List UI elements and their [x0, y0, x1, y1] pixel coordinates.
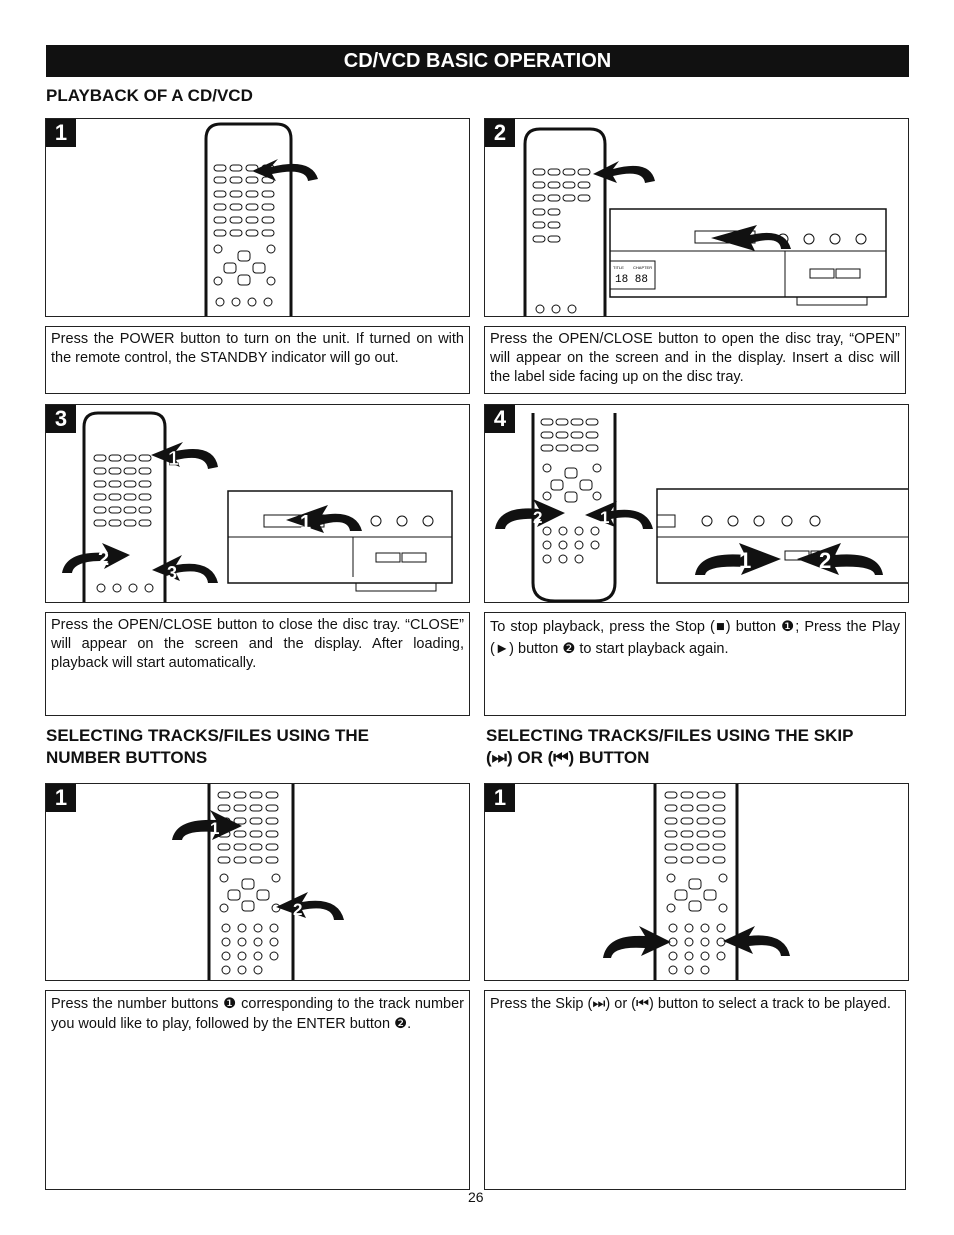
- step-description: Press the OPEN/CLOSE button to open the disc tray, “OPEN” will appear on the screen and in the display. Insert a disc will the label side facing up on the disc tray.: [484, 326, 906, 394]
- step-description: Press the Skip (⏭) or (⏮) button to select a track to be played.: [484, 990, 906, 1190]
- step-number: 1: [46, 119, 76, 147]
- figure-open-tray: [484, 118, 909, 317]
- display-title-label: TITLE: [613, 265, 624, 270]
- remote-illustration: [46, 784, 470, 981]
- arrow-icon: [585, 501, 653, 529]
- arrow-icon: [593, 161, 655, 183]
- remote-buttons: [94, 455, 153, 592]
- figure-close-tray: [45, 404, 470, 603]
- callout-number: 1: [210, 819, 220, 838]
- callout-number: 2: [533, 508, 543, 527]
- heading-playback: PLAYBACK OF A CD/VCD: [46, 86, 253, 105]
- remote-illustration: [485, 784, 909, 981]
- step-description: Press the POWER button to turn on the unit. If turned on with the remote control, the STANDBY indicator will go out.: [45, 326, 470, 394]
- heading-line: (⏭) OR (⏮) BUTTON: [486, 748, 650, 767]
- figure-skip-buttons: [484, 783, 909, 981]
- arrow-icon: [276, 892, 344, 920]
- remote-buttons: [541, 419, 601, 563]
- callout-number: 1: [300, 512, 312, 534]
- figure-number-buttons: [45, 783, 470, 981]
- callout-number: 2: [98, 548, 110, 570]
- figure-power: [45, 118, 470, 317]
- remote-buttons: [214, 165, 275, 306]
- remote-buttons: [665, 792, 727, 974]
- remote-illustration: [46, 119, 470, 317]
- step-number: 4: [485, 405, 515, 433]
- display-chapter-label: CHAPTER: [633, 265, 653, 270]
- callout-number: 2: [293, 900, 303, 919]
- step-number: 2: [485, 119, 515, 147]
- remote-buttons: [533, 169, 590, 313]
- callout-number: 2: [819, 548, 832, 573]
- arrow-icon: [723, 926, 790, 956]
- page-number: 26: [468, 1189, 484, 1205]
- arrow-icon: [252, 159, 318, 181]
- step-description: Press the OPEN/CLOSE button to close the disc tray. “CLOSE” will appear on the screen and the display. After loading, playback will start automatically.: [45, 612, 470, 716]
- step-number: 1: [46, 784, 76, 812]
- display-digits: 18 88: [615, 274, 649, 286]
- heading-line: SELECTING TRACKS/FILES USING THE SKIP: [486, 726, 854, 745]
- callout-number: 1: [168, 448, 180, 470]
- callout-number: 3: [167, 563, 178, 583]
- heading-line: SELECTING TRACKS/FILES USING THE: [46, 726, 370, 745]
- player-illustration: [485, 119, 909, 317]
- section-banner: CD/VCD BASIC OPERATION: [46, 45, 909, 77]
- arrow-icon: [151, 442, 218, 469]
- step-description: To stop playback, press the Stop (■) button ❶; Press the Play (►) button ❷ to start playback again.: [484, 612, 906, 716]
- callout-number: 1: [600, 508, 610, 527]
- arrow-icon: [62, 543, 130, 573]
- player-illustration: [485, 405, 909, 603]
- player-illustration: [46, 405, 470, 603]
- step-description: Press the number buttons ❶ corresponding to the track number you would like to play, followed by the ENTER button ❷.: [45, 990, 470, 1190]
- heading-line: NUMBER BUTTONS: [46, 748, 208, 767]
- arrow-icon: [172, 810, 242, 840]
- callout-number: 1: [739, 548, 752, 573]
- step-number: 3: [46, 405, 76, 433]
- arrow-icon: [495, 499, 565, 529]
- heading-skip-buttons: [486, 725, 906, 769]
- arrow-icon: [152, 555, 218, 583]
- figure-stop-play: [484, 404, 909, 603]
- arrow-icon: [603, 926, 671, 958]
- heading-number-buttons: [46, 725, 456, 769]
- step-number: 1: [485, 784, 515, 812]
